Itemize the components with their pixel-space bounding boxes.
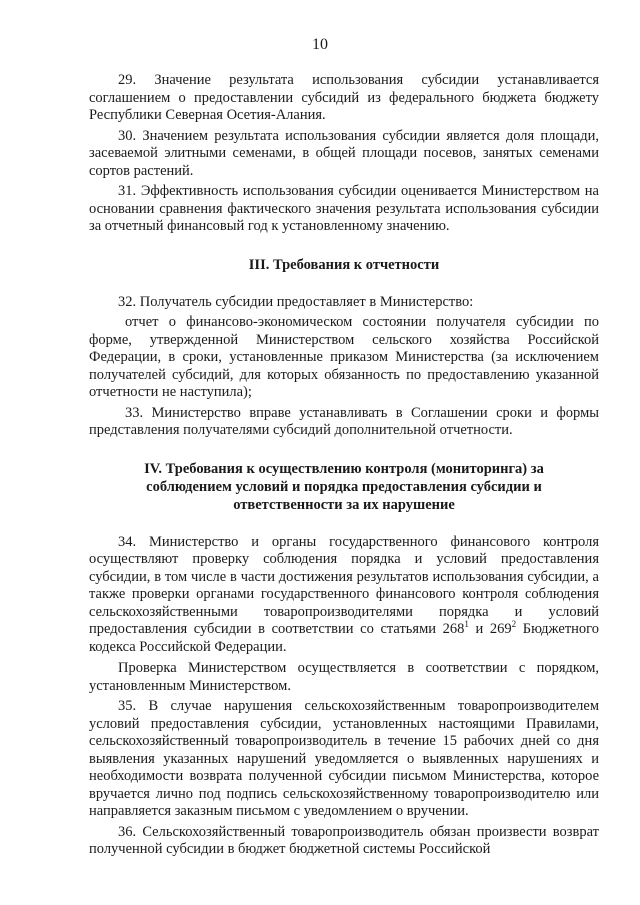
superscript-2: 2: [511, 619, 517, 630]
paragraph-32-report: отчет о финансово-экономическом состоянии получателя субсидии по форме, утвержденной Министерством сельского хозяйства Российской Федерации, в сроки, установленные приказом Министерства (за исключением получателей субсидий, для которых обязанность по предоставлению указанной отчетности не наступила);: [89, 314, 599, 400]
paragraph-35: 35. В случае нарушения сельскохозяйственным товаропроизводителем условий предоставления субсидии, установленных настоящими Правилами, сельскохозяйственный товаропроизводитель в течение 15 рабочих дней со дня выявления указанных нарушений уведомляется о выявленных нарушениях и необходимости возврата полученной субсидии письмом Министерства, которое вручается лично под подпись сельскохозяйственному товаропроизводителю или направляется заказным письмом с уведомлением о вручении.: [89, 698, 599, 819]
paragraph-30: 30. Значением результата использования субсидии является доля площади, засеваемой элитными семенами, в общей площади посевов, занятых семенами сортов растений.: [89, 127, 599, 179]
section-heading-3: III. Требования к отчетности: [248, 256, 440, 273]
page-number: 10: [312, 36, 328, 53]
paragraph-34-text: 34. Министерство и органы государственного финансового контроля осуществляют проверку соблюдения порядка и условий предоставления субсидии, в том числе в части достижения результатов использования субсидии, а также проверки органами государственного финансового контроля соблюдения сельскохозяйственными товаропроизводителями порядка и условий предоставления субсидии в соответствии со статьями 268: [89, 533, 599, 637]
paragraph-36: 36. Сельскохозяйственный товаропроизводитель обязан произвести возврат полученной субсидии в бюджет бюджетной системы Российской: [89, 823, 599, 857]
paragraph-32: 32. Получатель субсидии предоставляет в Министерство:: [118, 293, 474, 310]
paragraph-34: [89, 534, 599, 657]
paragraph-33: 33. Министерство вправе устанавливать в Соглашении сроки и формы представления получателями субсидий дополнительной отчетности.: [89, 404, 599, 438]
superscript-1: 1: [464, 619, 469, 630]
paragraph-34-end: Бюджетного кодекса Российской Федерации.: [89, 621, 600, 655]
paragraph-34-and: и 269: [468, 621, 512, 637]
paragraph-31: 31. Эффективность использования субсидии оценивается Министерством на основании сравнения фактического значения результата использования субсидии за отчетный финансовый год к установленному значению.: [89, 183, 599, 234]
heading-4-line-1: IV. Требования к осуществлению контроля (мониторинга) за: [144, 460, 544, 477]
heading-4-line-2: соблюдением условий и порядка предоставления субсидии и: [146, 478, 542, 495]
paragraph-34-check: Проверка Министерством осуществляется в соответствии с порядком, установленным Министерством.: [89, 660, 599, 694]
page-content: [89, 72, 599, 859]
section-heading-4: [89, 460, 599, 514]
heading-4-line-3: ответственности за их нарушение: [233, 496, 455, 513]
paragraph-29: 29. Значение результата использования субсидии устанавливается соглашением о предоставлении субсидий из федерального бюджета бюджету Республики Северная Осетия-Алания.: [89, 72, 599, 123]
